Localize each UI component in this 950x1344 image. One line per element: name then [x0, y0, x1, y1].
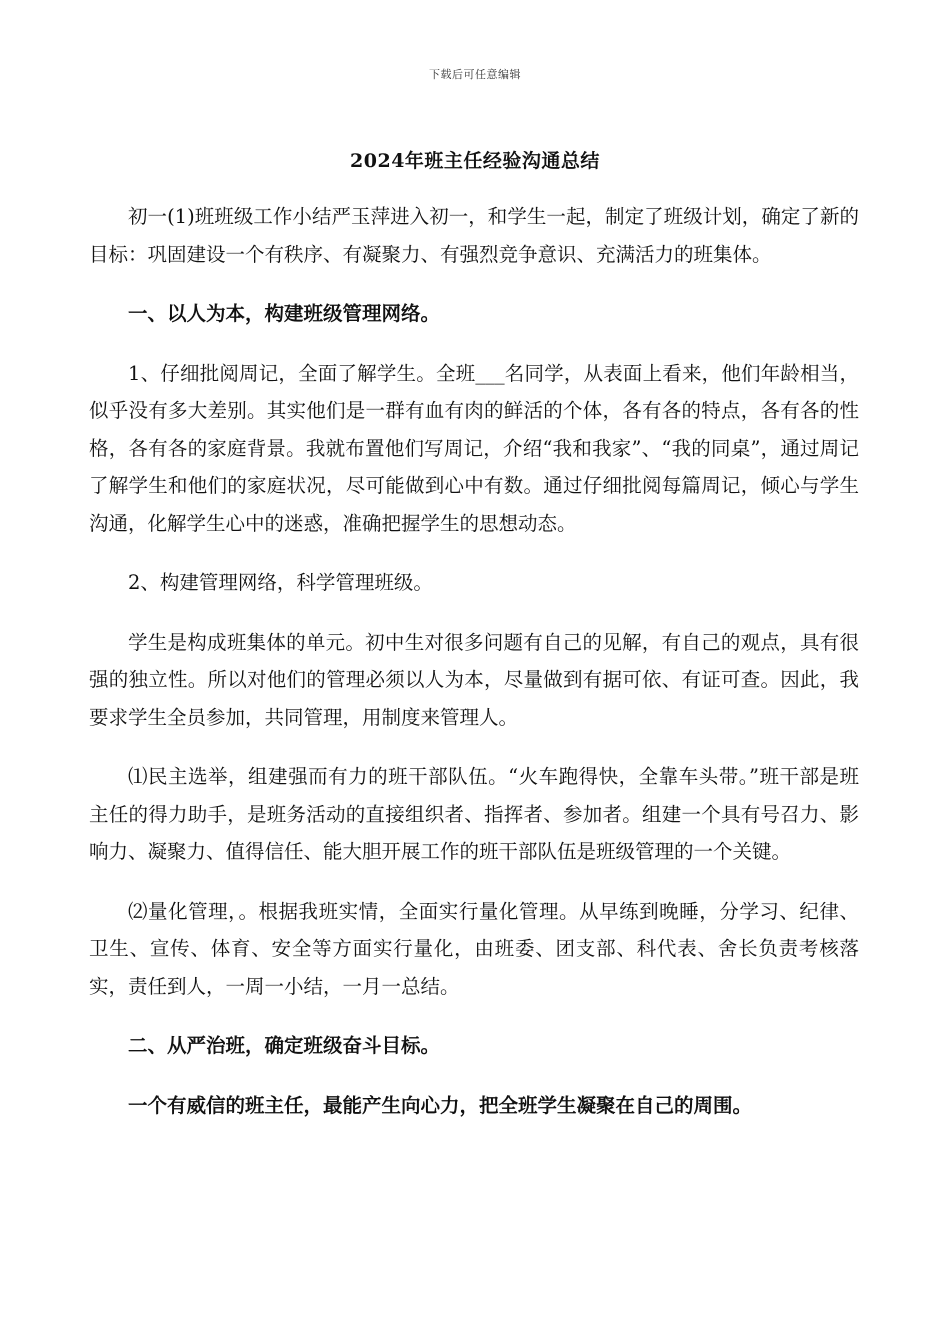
section-heading-2: 二、从严治班，确定班级奋斗目标。: [128, 1034, 441, 1057]
paragraph-student-units: 学生是构成班集体的单元。初中生对很多问题有自己的见解，有自己的观点，具有很强的独立性。所以对他们的管理必须以人为本，尽量做到有据可依、有证可查。因此，我要求学生全员参加，共同管理，用制度来管理人。: [89, 630, 859, 729]
header-note: 下载后可任意编辑: [429, 68, 521, 81]
paragraph-quantified-management: ⑵量化管理，。根据我班实情，全面实行量化管理。从早练到晚睡，分学习、纪律、卫生、宣传、体育、安全等方面实行量化，由班委、团支部、科代表、舍长负责考核落实，责任到人，一周一小结，一月一总结。: [89, 899, 859, 998]
section-heading-1: 一、以人为本，构建班级管理网络。: [128, 302, 441, 325]
paragraph-democratic-election: ⑴民主选举，组建强而有力的班干部队伍。“火车跑得快，全靠车头带。”班干部是班主任的得力助手，是班务活动的直接组织者、指挥者、参加者。组建一个具有号召力、影响力、凝聚力、值得信任、能大胆开展工作的班干部队伍是班级管理的一个关键。: [89, 765, 859, 863]
paragraph-weekly-journal: 1、仔细批阅周记，全面了解学生。全班___名同学，从表面上看来，他们年龄相当，似乎没有多大差别。其实他们是一群有血有肉的鲜活的个体，各有各的特点，各有各的性格，各有各的家庭背景。我就布置他们写周记，介绍“我和我家”、“我的同桌”，通过周记了解学生和他们的家庭状况，尽可能做到心中有数。通过仔细批阅每篇周记，倾心与学生沟通，化解学生心中的迷惑，准确把握学生的思想动态。: [89, 361, 859, 535]
intro-paragraph: 初一(1)班班级工作小结严玉萍进入初一，和学生一起，制定了班级计划，确定了新的目标：巩固建设一个有秩序、有凝聚力、有强烈竞争意识、充满活力的班集体。: [89, 205, 859, 266]
paragraph-teacher-authority: 一个有威信的班主任，最能产生向心力，把全班学生凝聚在自己的周围。: [128, 1093, 753, 1117]
document-body: [89, 198, 859, 1124]
subheading-management-network: 2、构建管理网络，科学管理班级。: [128, 571, 433, 594]
document-title: 2024年班主任经验沟通总结: [350, 150, 600, 172]
